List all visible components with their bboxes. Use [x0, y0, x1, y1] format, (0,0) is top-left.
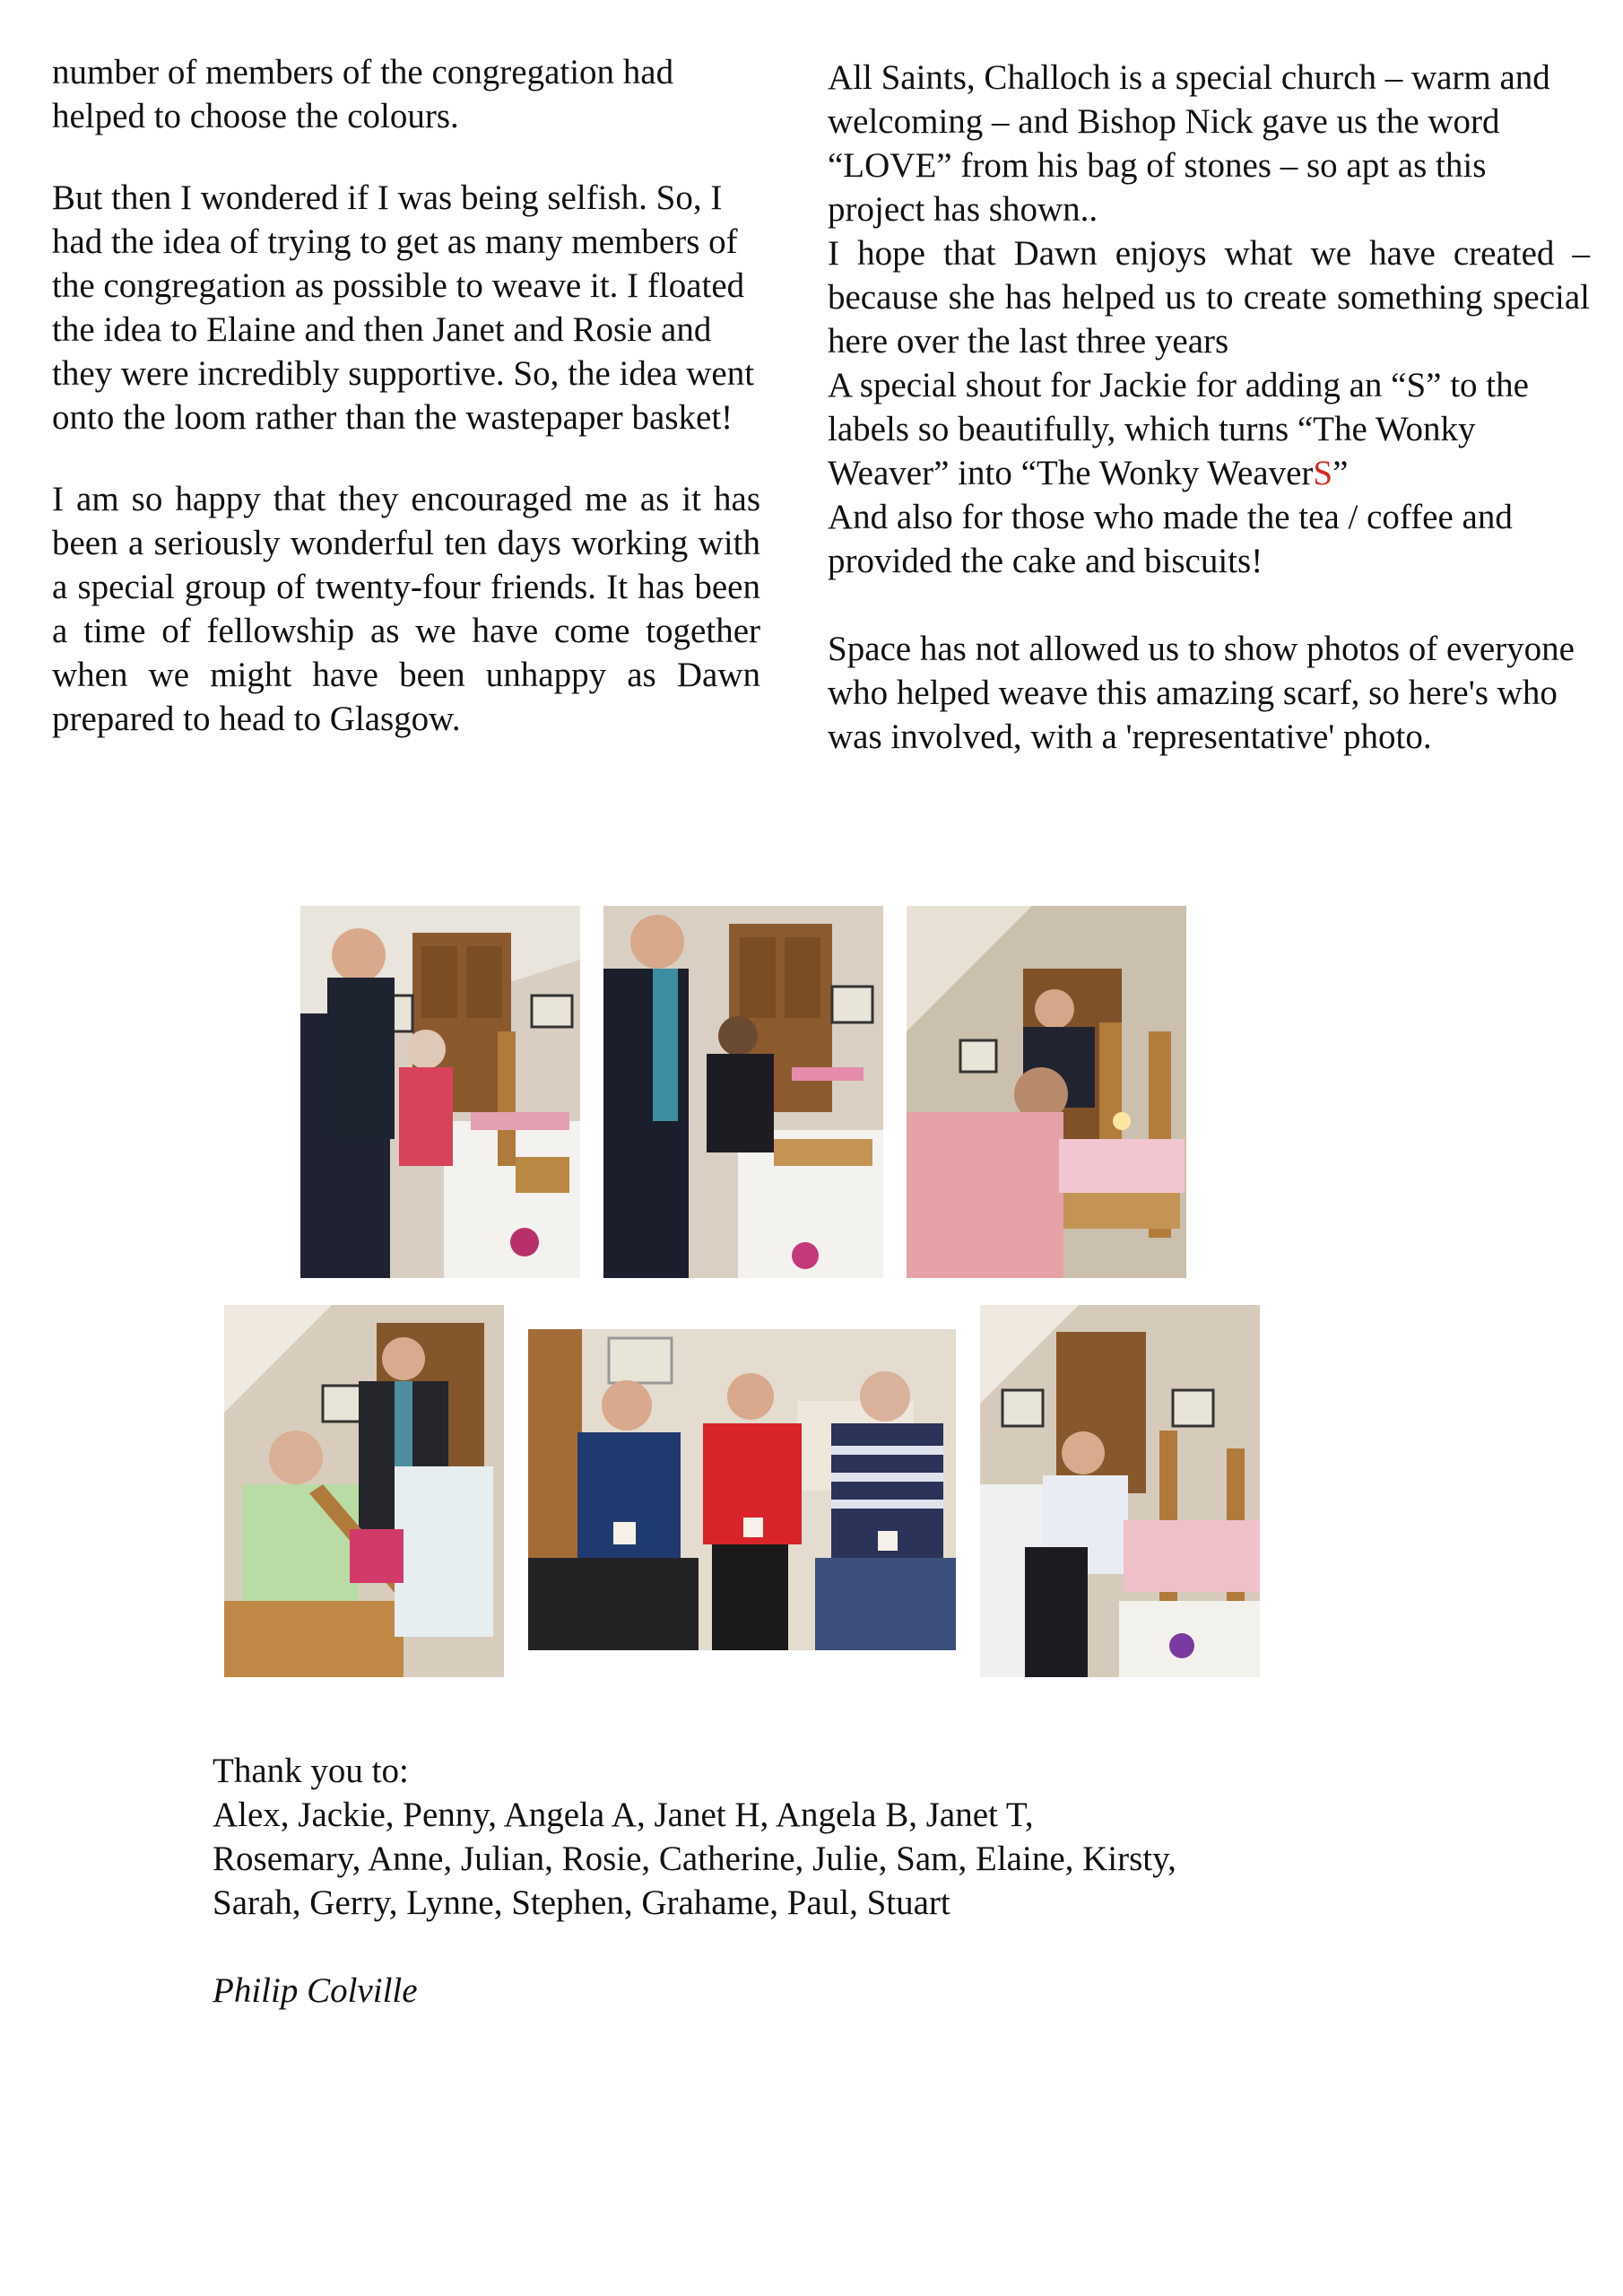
right-paragraph-3 — [828, 363, 1590, 495]
photo-weaving-1 — [300, 906, 580, 1278]
thanks-section — [213, 1749, 1378, 2013]
thanks-names-line-1: Alex, Jackie, Penny, Angela A, Janet H, Angela B, Janet T, — [213, 1796, 1034, 1834]
photo-weaving-6 — [980, 1305, 1260, 1677]
right-paragraph-2: I hope that Dawn enjoys what we have created – because she has helped us to create something special here over the last three years — [828, 234, 1590, 361]
red-s-letter: S — [1313, 454, 1333, 492]
thanks-names-line-2: Rosemary, Anne, Julian, Rosie, Catherine, Julie, Sam, Elaine, Kirsty, — [213, 1839, 1176, 1878]
thanks-names-line-3: Sarah, Gerry, Lynne, Stephen, Grahame, Paul, Stuart — [213, 1883, 950, 1922]
closing-quote: ” — [1332, 454, 1349, 492]
left-paragraph-3: I am so happy that they encouraged me as it has been a seriously wonderful ten days working with a special group of twenty-four friends. It has been a time of fellowship as we have come together when we might have been unhappy as Dawn prepared to head to Glasgow. — [52, 480, 760, 738]
author-signature: Philip Colville — [213, 1971, 418, 2010]
right-paragraph-4: And also for those who made the tea / coffee and provided the cake and biscuits! — [828, 498, 1513, 580]
photo-weaving-4 — [224, 1305, 504, 1677]
photo-tea-break — [528, 1329, 956, 1650]
photo-weaving-3 — [907, 906, 1186, 1278]
right-paragraph-3-text: A special shout for Jackie for adding an “S” to the labels so beautifully, which turns “The Wonky Weaver” into “The Wonky Weaver — [828, 366, 1529, 492]
right-column — [828, 56, 1590, 759]
right-paragraph-1: All Saints, Challoch is a special church – warm and welcoming – and Bishop Nick gave us the word “LOVE” from his bag of stones – so apt as this project has shown.. — [828, 58, 1550, 229]
thanks-heading: Thank you to: — [213, 1752, 409, 1790]
left-paragraph-1: number of members of the congregation had helped to choose the colours. — [52, 53, 674, 135]
right-paragraph-5: Space has not allowed us to show photos of everyone who helped weave this amazing scarf, so here's who was involved, with a 'representative' photo. — [828, 630, 1575, 756]
left-paragraph-2: But then I wondered if I was being selfish. So, I had the idea of trying to get as many members of the congregation as possible to weave it. I floated the idea to Elaine and then Janet and Rosie and they were incredibly supportive. So, the idea went onto the loom rather than the wastepaper basket! — [52, 178, 755, 437]
photo-weaving-2 — [603, 906, 883, 1278]
left-column — [52, 50, 760, 741]
